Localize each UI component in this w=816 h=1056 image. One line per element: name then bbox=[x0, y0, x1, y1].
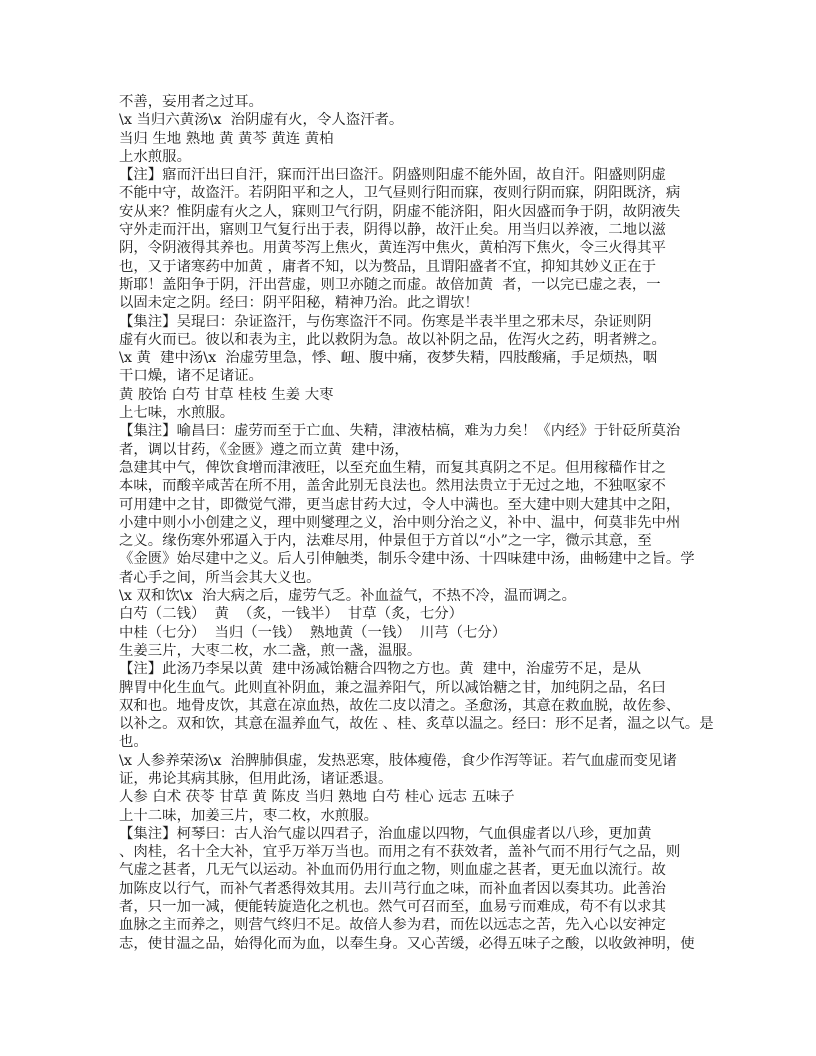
text-line: 可用建中之甘，即微觉气滞，更当虑甘药大过，令人中满也。至大建中则大建其中之阳， bbox=[119, 496, 681, 513]
text-line: 安从来？惟阴虚有火之人，寐则卫气行阴，阴虚不能济阳，阳火因盛而争于阴，故阴液失 bbox=[119, 203, 681, 220]
text-line: 黄 胶饴 白芍 甘草 桂枝 生姜 大枣 bbox=[119, 386, 334, 403]
text-line: 以补之。双和饮，其意在温养血气，故佐 、桂、炙草以温之。经曰：形不足者，温之以气。是 bbox=[119, 716, 714, 733]
text-line: 中桂（七分） 当归（一钱） 熟地黄（一钱） 川芎（七分） bbox=[119, 624, 507, 641]
text-line: 本味，而酸辛咸苦在所不用，盖舍此别无良法也。然用法贵立于无过之地，不独呕家不 bbox=[119, 478, 666, 495]
text-line: 干口燥，诸不足诸证。 bbox=[119, 368, 263, 385]
text-line: 血脉之主而养之，则营气终归不足。故倍人参为君，而佐以远志之苦，先入心以安神定 bbox=[119, 917, 666, 934]
text-line: 者，调以甘药，《金匮》遵之而立黄 建中汤， bbox=[119, 441, 409, 458]
text-line: 者，只一加一减，便能转旋造化之机也。然气可召而至，血易亏而难成，苟不有以求其 bbox=[119, 899, 666, 916]
text-line: 人参 白术 茯苓 甘草 黄 陈皮 当归 熟地 白芍 桂心 远志 五味子 bbox=[119, 789, 515, 806]
text-line: 急建其中气，俾饮食增而津液旺，以至充血生精，而复其真阴之不足。但用稼穑作甘之 bbox=[119, 459, 666, 476]
text-line: 也，又于诸寒药中加黄 ，庸者不知，以为赘品，且谓阳盛者不宜，抑知其妙义正在于 bbox=[119, 258, 657, 275]
text-line: 之义。缘伤寒外邪逼入于内，法难尽用，仲景但于方首以“小”之一字，微示其意，至 bbox=[119, 533, 652, 550]
text-line: 上十二味，加姜三片，枣二枚，水煎服。 bbox=[119, 807, 379, 824]
text-line: 不能中守，故盗汗。若阴阳平和之人，卫气昼则行阳而寐，夜则行阴而寐，阴阳既济，病 bbox=[119, 185, 681, 202]
text-line: 虚有火而已。彼以和表为主，此以救阴为急。故以补阴之品，佐泻火之药，明者辨之。 bbox=[119, 331, 666, 348]
text-line: \x 双和饮\x 治大病之后，虚劳气乏。补血益气，不热不冷，温而调之。 bbox=[119, 588, 576, 605]
text-line: 志，使甘温之品，始得化而为血，以奉生身。又心苦缓，必得五味子之酸，以收敛神明，使 bbox=[119, 935, 695, 952]
text-line: 白芍（二钱） 黄 （炙，一钱半） 甘草（炙，七分） bbox=[119, 606, 464, 623]
text-line: 不善，妄用者之过耳。 bbox=[119, 94, 263, 110]
text-line: 小建中则小小创建之义，理中则燮理之义，治中则分治之义，补中、温中，何莫非先中州 bbox=[119, 514, 681, 531]
text-line: 双和也。地骨皮饮，其意在凉血热，故佐二皮以清之。圣愈汤，其意在救血脱，故佐参、 bbox=[119, 697, 681, 714]
text-line: 【集注】喻昌曰：虚劳而至于亡血、失精，津液枯槁，难为力矣！《内经》于针砭所莫治 bbox=[119, 423, 681, 440]
text-line: 守外走而汗出，寤则卫气复行出于表，阴得以静，故汗止矣。用当归以养液，二地以滋 bbox=[119, 222, 666, 239]
text-line: 气虚之甚者，几无气以运动。补血而仍用行血之物，则血虚之甚者，更无血以流行。故 bbox=[119, 862, 666, 879]
document-page bbox=[119, 93, 714, 953]
text-line: \x 当归六黄汤\x 治阴虚有火，令人盗汗者。 bbox=[119, 112, 404, 129]
text-line: 加陈皮以行气，而补气者悉得效其用。去川芎行血之味，而补血者因以奏其功。此善治 bbox=[119, 880, 666, 897]
text-line: 阴，令阴液得其养也。用黄芩泻上焦火，黄连泻中焦火，黄柏泻下焦火，令三火得其平 bbox=[119, 240, 666, 257]
text-line: 【集注】柯琴曰：古人治气虚以四君子，治血虚以四物，气血俱虚者以八珍，更加黄 bbox=[119, 825, 652, 842]
text-line: 【注】此汤乃李杲以黄 建中汤减饴糖合四物之方也。黄 建中，治虚劳不足，是从 bbox=[119, 661, 641, 678]
text-line: 以固未定之阴。经曰：阴平阳秘，精神乃治。此之谓欤！ bbox=[119, 295, 479, 312]
text-line: 证，弗论其病其脉，但用此汤，诸证悉退。 bbox=[119, 770, 393, 787]
text-line: 【注】寤而汗出曰自汗，寐而汗出曰盗汗。阴盛则阳虚不能外固，故自汗。阳盛则阴虚 bbox=[119, 167, 666, 184]
text-line: 当归 生地 熟地 黄 黄芩 黄连 黄柏 bbox=[119, 130, 334, 147]
text-line: 、肉桂，名十全大补，宜乎万举万当也。而用之有不获效者，盖补气而不用行气之品，则 bbox=[119, 844, 681, 861]
text-line: 脾胃中化生血气。此则直补阴血，兼之温养阳气，所以减饴糖之甘，加纯阴之品，名曰 bbox=[119, 679, 666, 696]
text-line: \x 人参养荣汤\x 治脾肺俱虚，发热恶寒，肢体瘦倦，食少作泻等证。若气血虚而变见诸 bbox=[119, 752, 677, 769]
text-line: 《金匮》始尽建中之义。后人引伸触类，制乐令建中汤、十四味建中汤，曲畅建中之旨。学 bbox=[119, 551, 695, 568]
text-line: 斯耶！盖阳争于阴，汗出营虚，则卫亦随之而虚。故倍加黄 者，一以完已虚之表，一 bbox=[119, 276, 661, 293]
text-line: 上水煎服。 bbox=[119, 148, 191, 165]
text-line: 【集注】吴琨曰：杂证盗汗，与伤寒盗汗不同。伤寒是半表半里之邪未尽，杂证则阴 bbox=[119, 313, 652, 330]
text-line: \x 黄 建中汤\x 治虚劳里急，悸、衄、腹中痛，夜梦失精，四肢酸痛，手足烦热，咽 bbox=[119, 350, 658, 367]
text-line: 也。 bbox=[119, 734, 148, 751]
text-line: 生姜三片，大枣二枚，水二盏，煎一盏，温服。 bbox=[119, 642, 422, 659]
text-line: 者心手之间，所当会其大义也。 bbox=[119, 569, 321, 586]
text-line: 上七味，水煎服。 bbox=[119, 405, 235, 422]
